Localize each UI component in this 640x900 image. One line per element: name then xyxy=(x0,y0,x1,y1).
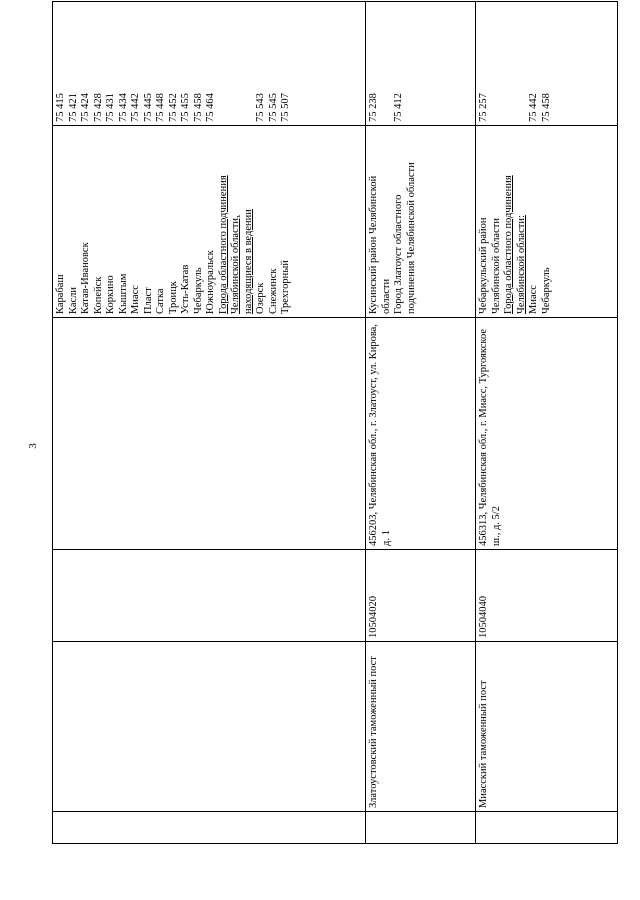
territory-line: Город Златоуст областного xyxy=(393,194,404,314)
post-name-cell xyxy=(53,642,366,812)
territory-line: Южноуральск xyxy=(205,250,216,314)
address-cell: 456313, Челябинская обл., г. Миасс, Тургоякское ш., д. 5/2 xyxy=(476,318,618,550)
territory-cell xyxy=(366,126,476,318)
okato-code: 75 445 xyxy=(142,93,154,122)
index-cell xyxy=(366,812,476,844)
okato-cell xyxy=(366,2,476,126)
okato-list xyxy=(55,5,293,122)
territory-list xyxy=(368,129,418,314)
okato-list xyxy=(478,5,553,122)
okato-code: 75 458 xyxy=(540,93,552,122)
okato-code: 75 464 xyxy=(205,93,216,122)
territory-line: подчинения Челябинской области xyxy=(405,162,417,314)
territory-line: Трехгорный xyxy=(280,260,291,314)
territory-line: Карабаш xyxy=(55,274,66,314)
rotated-table-area xyxy=(52,44,617,844)
okato-code: 75 545 xyxy=(267,93,279,122)
okato-code: 75 428 xyxy=(92,93,104,122)
territory-line: Троицк xyxy=(167,281,179,314)
page-number: 3 xyxy=(26,443,39,449)
territory-cell xyxy=(53,126,366,318)
okato-code: 75 507 xyxy=(280,93,291,122)
okato-spacer xyxy=(243,5,256,122)
okato-spacer xyxy=(381,5,394,122)
territory-line: Миасс xyxy=(130,285,141,314)
territory-line: Пласт xyxy=(142,287,154,314)
territory-line: Снежинск xyxy=(267,268,279,314)
okato-code: 75 442 xyxy=(528,93,539,122)
territory-line: Сатка xyxy=(155,288,166,314)
territory-line: Копейск xyxy=(92,276,104,314)
territory-line: Чебаркуль xyxy=(192,267,204,314)
okato-spacer xyxy=(230,5,243,122)
okato-code: 75 257 xyxy=(478,93,489,122)
okato-code: 75 421 xyxy=(67,93,79,122)
territory-line: находящиеся в ведении xyxy=(242,209,254,314)
okato-spacer xyxy=(491,5,504,122)
territory-line: Города областного подчинения xyxy=(217,175,229,314)
post-name-cell: Миасский таможенный пост xyxy=(476,642,618,812)
post-code-cell xyxy=(53,550,366,642)
okato-code: 75 415 xyxy=(55,93,66,122)
territory-list xyxy=(478,129,553,314)
okato-code: 75 431 xyxy=(105,93,116,122)
okato-cell xyxy=(53,2,366,126)
post-name-cell: Златоустовский таможенный пост xyxy=(366,642,476,812)
post-code-cell: 10504040 xyxy=(476,550,618,642)
index-cell xyxy=(53,812,366,844)
okato-spacer xyxy=(516,5,529,122)
okato-code: 75 448 xyxy=(155,93,166,122)
okato-code: 75 238 xyxy=(368,93,379,122)
territory-line: Челябинской области: xyxy=(515,215,527,314)
table-row xyxy=(366,2,476,844)
post-code-cell: 10504020 xyxy=(366,550,476,642)
okato-code: 75 452 xyxy=(167,93,179,122)
okato-code: 75 543 xyxy=(255,93,266,122)
territory-line: Чебаркульский район xyxy=(478,217,489,314)
okato-cell xyxy=(476,2,618,126)
territory-list xyxy=(55,129,293,314)
territory-cell xyxy=(476,126,618,318)
okato-code: 75 455 xyxy=(180,93,191,122)
okato-code: 75 434 xyxy=(117,93,129,122)
okato-spacer xyxy=(406,5,419,122)
territory-line: Озерск xyxy=(255,282,266,314)
okato-code: 75 424 xyxy=(80,93,91,122)
okato-spacer xyxy=(218,5,231,122)
okato-code: 75 442 xyxy=(130,93,141,122)
territory-line: Кусинский район Челябинской xyxy=(368,175,379,314)
address-cell: 456203, Челябинская обл., г. Златоуст, ул. Кирова, д. 1 xyxy=(366,318,476,550)
okato-spacer xyxy=(503,5,516,122)
territory-line: области xyxy=(380,278,392,314)
table-row xyxy=(476,2,618,844)
territory-line: Города областного подчинения xyxy=(503,175,514,314)
territory-line: Миасс xyxy=(528,285,539,314)
index-cell xyxy=(476,812,618,844)
table-row xyxy=(53,2,366,844)
territory-line: Челябинской области xyxy=(490,218,502,314)
territory-line: Челябинской области, xyxy=(230,215,241,314)
okato-code: 75 458 xyxy=(192,93,204,122)
territory-line: Катав-Ивановск xyxy=(80,242,91,314)
address-cell xyxy=(53,318,366,550)
territory-line: Коркино xyxy=(105,275,116,314)
territory-line: Касли xyxy=(67,286,79,314)
territory-line: Кыштым xyxy=(117,273,129,314)
customs-posts-table xyxy=(52,1,618,844)
okato-code: 75 412 xyxy=(393,93,404,122)
territory-line: Усть-Катав xyxy=(180,264,191,314)
territory-line: Чебаркуль xyxy=(540,267,552,314)
okato-list xyxy=(368,5,418,122)
